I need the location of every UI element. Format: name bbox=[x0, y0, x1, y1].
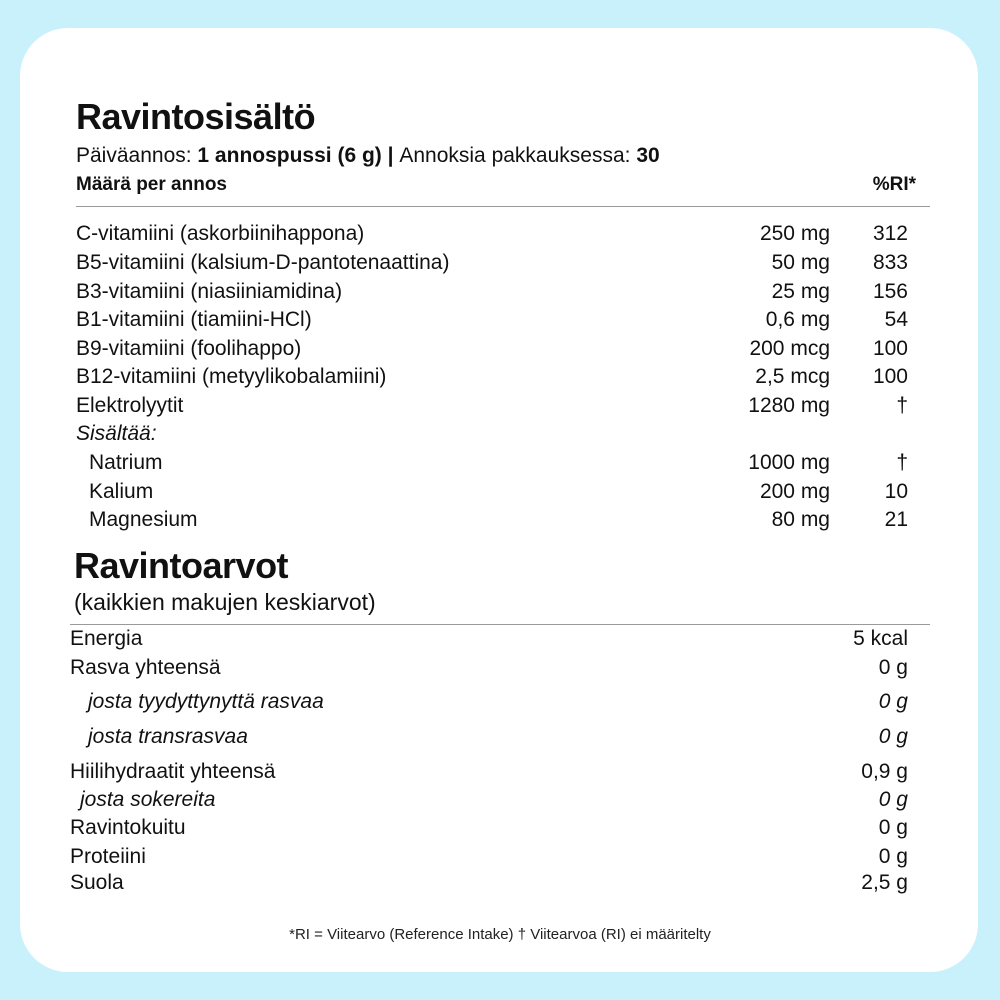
col-header-ri: %RI* bbox=[872, 174, 916, 195]
nutrition-name: Ravintokuitu bbox=[70, 816, 186, 839]
nutrient-name: Elektrolyytit bbox=[76, 394, 184, 417]
nutrient-ri: 21 bbox=[884, 508, 908, 531]
serving-value: 1 annospussi (6 g) bbox=[197, 144, 382, 167]
nutrition-row bbox=[0, 788, 1000, 816]
nutrient-ri: 312 bbox=[872, 222, 908, 245]
nutrition-value: 0 g bbox=[878, 816, 908, 839]
section2-divider bbox=[70, 624, 930, 625]
nutrient-row bbox=[0, 251, 1000, 279]
nutrition-name: Rasva yhteensä bbox=[70, 656, 221, 679]
serving-info bbox=[76, 144, 660, 168]
col-header-amount: Määrä per annos bbox=[76, 174, 227, 195]
nutrition-value: 0 g bbox=[878, 690, 908, 713]
nutrient-row bbox=[0, 422, 1000, 450]
nutrition-row bbox=[0, 690, 1000, 718]
nutrient-amount: 1280 mg bbox=[748, 394, 830, 417]
section-title-ravintoarvot: Ravintoarvot bbox=[74, 545, 289, 586]
nutrient-row bbox=[0, 222, 1000, 250]
nutrient-amount: 2,5 mcg bbox=[755, 365, 830, 388]
nutrient-ri: † bbox=[896, 394, 908, 417]
nutrition-value: 5 kcal bbox=[853, 627, 908, 650]
nutrition-name: Hiilihydraatit yhteensä bbox=[70, 760, 276, 783]
nutrient-row bbox=[0, 480, 1000, 508]
nutrition-value: 0 g bbox=[878, 845, 908, 868]
nutrient-amount: 25 mg bbox=[771, 280, 830, 303]
nutrition-name: josta transrasvaa bbox=[88, 725, 248, 748]
nutrient-name: B3-vitamiini (niasiiniamidina) bbox=[76, 280, 343, 303]
nutrition-row bbox=[0, 845, 1000, 873]
nutrient-ri: 100 bbox=[872, 365, 908, 388]
nutrient-row bbox=[0, 508, 1000, 536]
nutrition-name: Suola bbox=[70, 871, 124, 894]
nutrition-row bbox=[0, 627, 1000, 655]
nutrition-value: 0 g bbox=[878, 788, 908, 811]
nutrient-amount: 50 mg bbox=[771, 251, 830, 274]
nutrient-ri: † bbox=[896, 451, 908, 474]
nutrient-name: Magnesium bbox=[89, 508, 198, 531]
nutrient-ri: 833 bbox=[872, 251, 908, 274]
nutrient-ri: 100 bbox=[872, 337, 908, 360]
nutrition-name: josta sokereita bbox=[80, 788, 216, 811]
nutrient-name: Sisältää: bbox=[76, 422, 157, 445]
nutrient-row bbox=[0, 337, 1000, 365]
nutrient-amount: 200 mcg bbox=[749, 337, 830, 360]
nutrient-name: C-vitamiini (askorbiinihappona) bbox=[76, 222, 365, 245]
header-divider bbox=[76, 206, 930, 207]
nutrient-row bbox=[0, 365, 1000, 393]
nutrient-name: B12-vitamiini (metyylikobalamiini) bbox=[76, 365, 387, 388]
serving-label: Päiväannos: bbox=[76, 144, 198, 167]
section-title-ravintosisalto: Ravintosisältö bbox=[76, 96, 316, 137]
servings-value: 30 bbox=[636, 144, 660, 167]
nutrition-row bbox=[0, 816, 1000, 844]
nutrient-amount: 0,6 mg bbox=[765, 308, 830, 331]
nutrient-amount: 200 mg bbox=[759, 480, 830, 503]
nutrient-name: B5-vitamiini (kalsium-D-pantotenaattina) bbox=[76, 251, 450, 274]
nutrient-amount: 80 mg bbox=[771, 508, 830, 531]
nutrient-ri: 54 bbox=[884, 308, 908, 331]
nutrition-row bbox=[0, 725, 1000, 753]
nutrition-name: josta tyydyttynyttä rasvaa bbox=[88, 690, 324, 713]
nutrient-ri: 10 bbox=[884, 480, 908, 503]
nutrient-amount: 250 mg bbox=[759, 222, 830, 245]
nutrition-value: 0 g bbox=[878, 725, 908, 748]
nutrient-row bbox=[0, 308, 1000, 336]
nutrient-row bbox=[0, 280, 1000, 308]
nutrition-name: Energia bbox=[70, 627, 143, 650]
nutrition-row bbox=[0, 656, 1000, 684]
nutrition-row bbox=[0, 760, 1000, 788]
nutrient-row bbox=[0, 451, 1000, 479]
nutrition-value: 0 g bbox=[878, 656, 908, 679]
nutrition-row bbox=[0, 871, 1000, 899]
nutrition-name: Proteiini bbox=[70, 845, 146, 868]
section-subtitle: (kaikkien makujen keskiarvot) bbox=[74, 589, 376, 615]
footnote: *RI = Viitearvo (Reference Intake) † Viitearvoa (RI) ei määritelty bbox=[289, 926, 711, 943]
nutrient-name: B9-vitamiini (foolihappo) bbox=[76, 337, 302, 360]
nutrient-amount: 1000 mg bbox=[748, 451, 830, 474]
nutrient-name: Natrium bbox=[89, 451, 163, 474]
separator: | bbox=[381, 144, 400, 167]
nutrition-value: 2,5 g bbox=[861, 871, 908, 894]
nutrient-name: Kalium bbox=[89, 480, 154, 503]
servings-label: Annoksia pakkauksessa: bbox=[399, 144, 637, 167]
nutrient-ri: 156 bbox=[872, 280, 908, 303]
nutrient-row bbox=[0, 394, 1000, 422]
nutrient-name: B1-vitamiini (tiamiini-HCl) bbox=[76, 308, 312, 331]
nutrition-value: 0,9 g bbox=[861, 760, 908, 783]
